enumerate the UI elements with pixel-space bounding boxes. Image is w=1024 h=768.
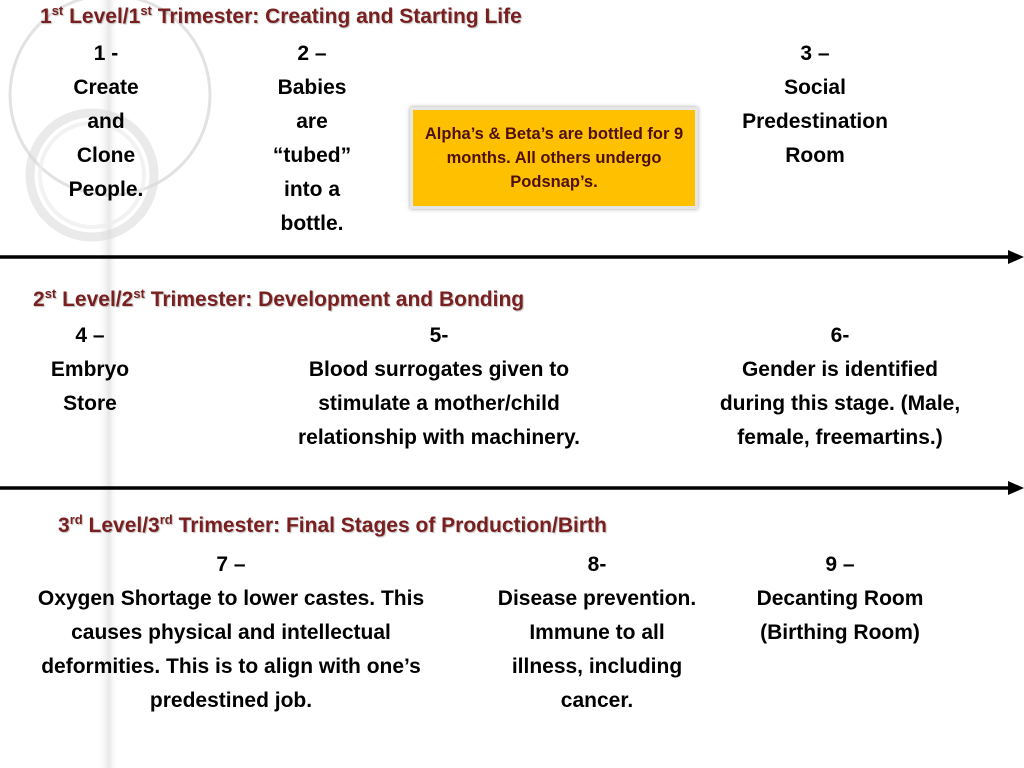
stage-description: Disease prevention. Immune to all illness, including cancer.	[497, 587, 697, 712]
level-3-title: 3rd Level/3rd Trimester: Final Stages of Production/Birth	[58, 512, 607, 537]
stage-number: 4 –	[75, 324, 105, 347]
stage-9	[734, 548, 946, 650]
stage-description: Create and Clone People.	[68, 76, 144, 201]
stage-description: Gender is identified during this stage. (Male, female, freemartins.)	[719, 358, 961, 449]
stage-2	[262, 37, 362, 241]
bottling-note-box	[410, 107, 698, 209]
stage-7	[36, 548, 426, 718]
stage-8	[494, 548, 700, 718]
timeline-arrow-1	[0, 249, 1024, 265]
level-2-title: 2st Level/2st Trimester: Development and Bonding	[33, 286, 525, 311]
note-text: Alpha’s & Beta’s are bottled for 9 months. All others undergo Podsnap’s.	[424, 125, 684, 191]
timeline-arrow-2	[0, 480, 1024, 496]
stage-3	[724, 37, 906, 173]
stage-description: Oxygen Shortage to lower castes. This causes physical and intellectual deformities. This is to align with one’s predestined job.	[37, 587, 425, 712]
stage-number: 5-	[429, 324, 449, 347]
level-1-title: 1st Level/1st Trimester: Creating and Starting Life	[40, 3, 522, 28]
stage-number: 3 –	[800, 42, 830, 65]
stage-1	[58, 37, 154, 207]
stage-description: Blood surrogates given to stimulate a mother/child relationship with machinery.	[297, 358, 580, 449]
stage-4	[38, 319, 142, 421]
stage-description: Babies are “tubed” into a bottle.	[272, 76, 352, 235]
stage-6	[718, 319, 962, 455]
stage-description: Decanting Room (Birthing Room)	[756, 587, 924, 644]
stage-number: 7 –	[216, 553, 246, 576]
stage-description: Embryo Store	[50, 358, 130, 415]
stage-number: 9 –	[825, 553, 855, 576]
stage-number: 6-	[830, 324, 850, 347]
stage-description: Social Predestination Room	[742, 76, 888, 167]
stage-5	[262, 319, 616, 455]
stage-number: 8-	[587, 553, 607, 576]
stage-number: 2 –	[297, 42, 327, 65]
stage-number: 1 -	[93, 42, 119, 65]
